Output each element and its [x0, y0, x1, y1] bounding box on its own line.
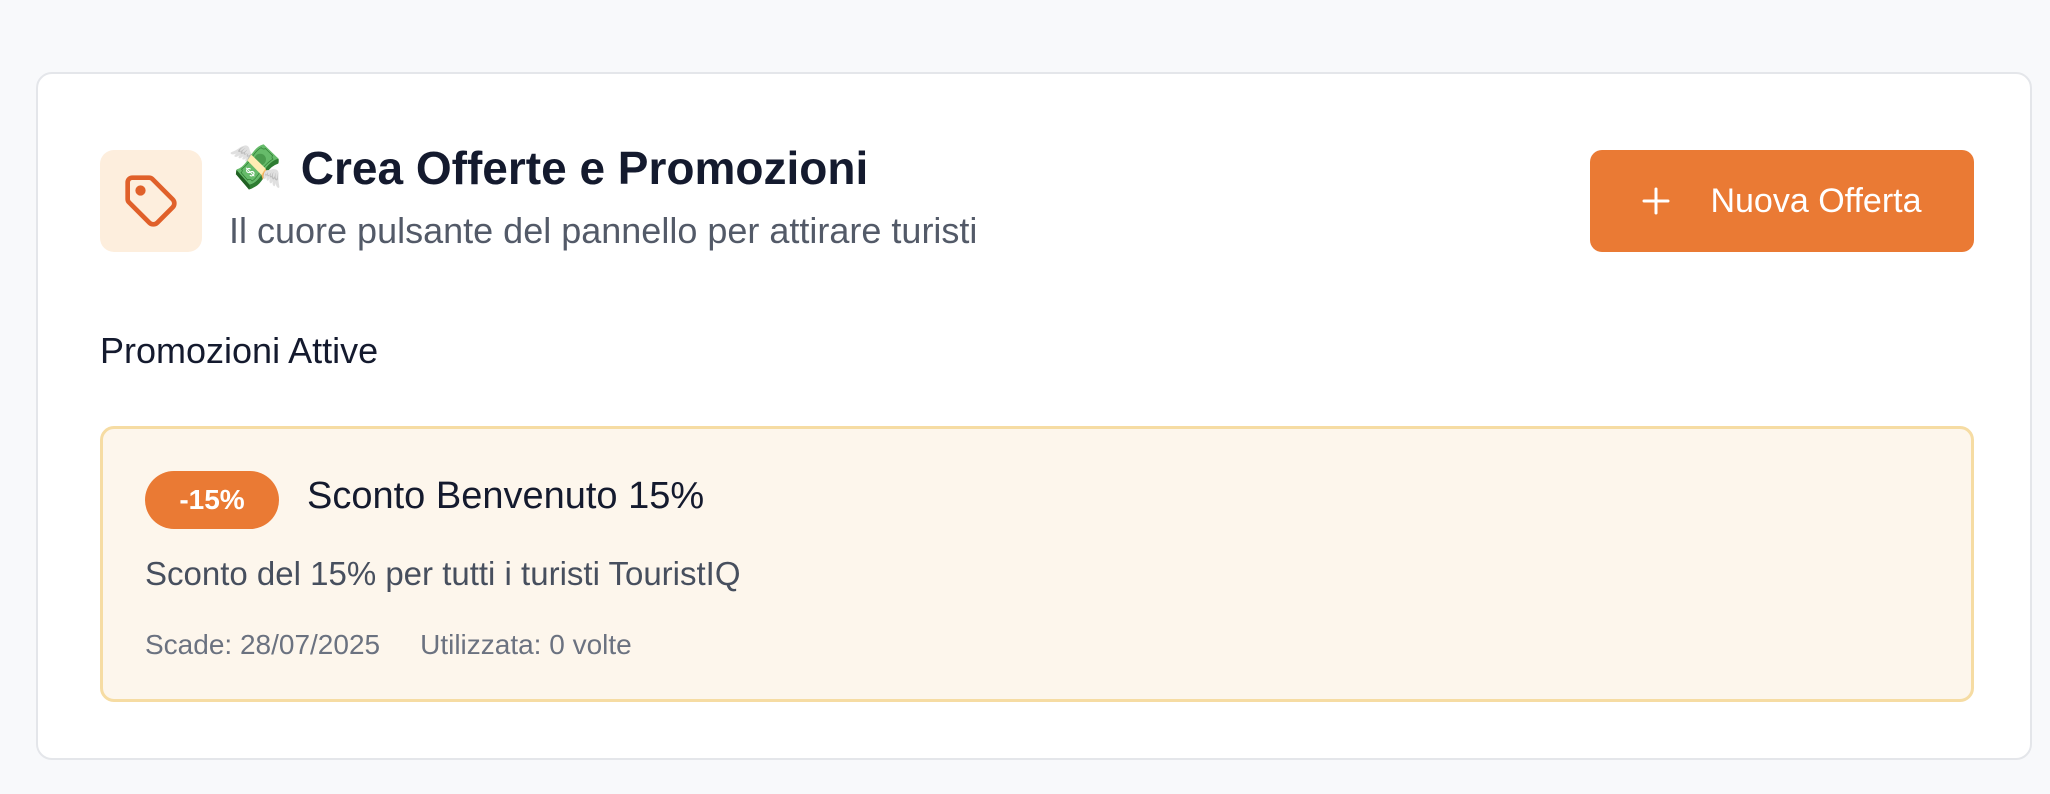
promotion-title: Sconto Benvenuto 15%	[307, 475, 705, 517]
tag-icon-container	[100, 150, 202, 252]
header-title-row	[228, 136, 868, 200]
tag-icon	[123, 173, 179, 229]
promotion-card[interactable]	[100, 426, 1974, 702]
promotion-usage: Utilizzata: 0 volte	[420, 629, 632, 660]
promotion-meta	[145, 629, 672, 661]
new-offer-button[interactable]	[1590, 150, 1974, 252]
money-with-wings-icon: 💸	[228, 143, 283, 192]
discount-badge: -15%	[145, 471, 279, 529]
plus-icon	[1642, 187, 1670, 215]
promotion-description: Sconto del 15% per tutti i turisti TouristIQ	[145, 555, 741, 592]
page-subtitle: Il cuore pulsante del pannello per attirare turisti	[229, 210, 978, 251]
promotion-expiry: Scade: 28/07/2025	[145, 629, 381, 660]
section-title: Promozioni Attive	[100, 330, 379, 371]
page-title: Crea Offerte e Promozioni	[300, 142, 869, 194]
offers-card	[36, 72, 2032, 760]
new-offer-button-label: Nuova Offerta	[1710, 181, 1922, 220]
